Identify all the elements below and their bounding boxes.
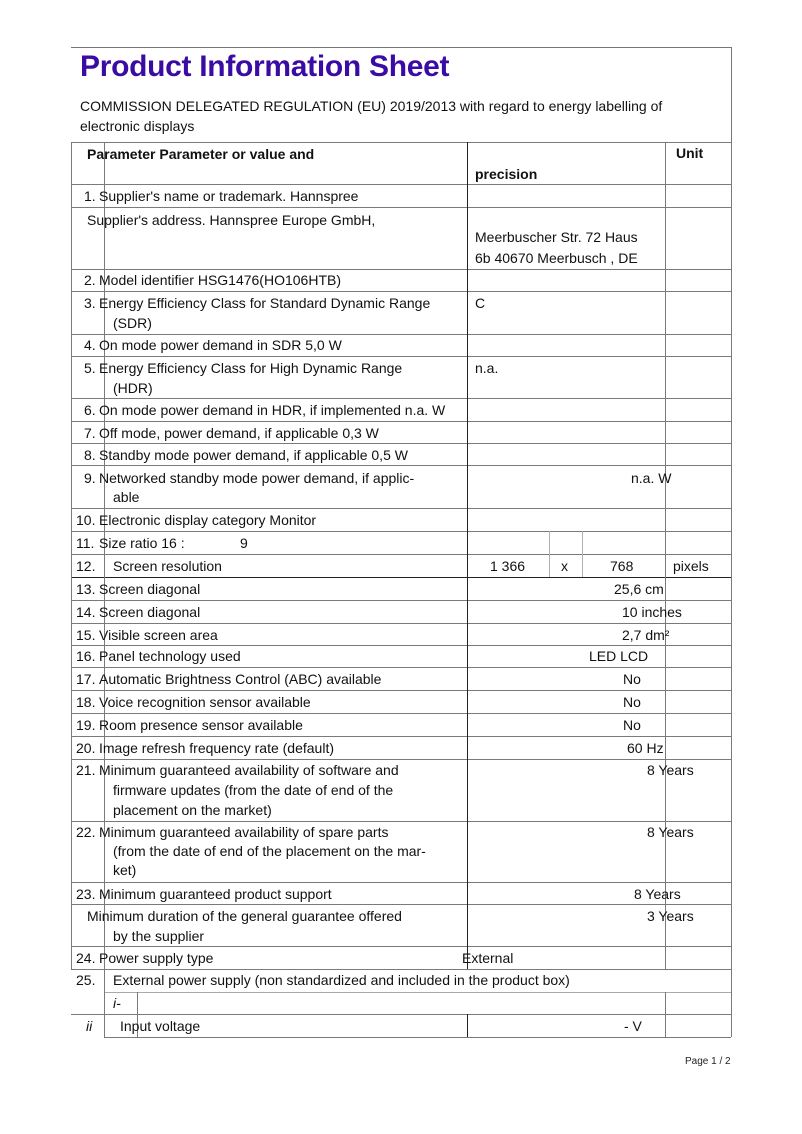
row-label: Networked standby mode power demand, if applic-	[99, 470, 415, 486]
row-number: 23.	[76, 886, 96, 902]
row-number: 19.	[76, 717, 96, 733]
row-label: Panel technology used	[99, 648, 241, 664]
row-value: 6b 40670 Meerbusch , DE	[475, 250, 638, 266]
page-subtitle: COMMISSION DELEGATED REGULATION (EU) 2019/2013 with regard to energy labelling of electronic displays	[80, 98, 663, 134]
row-number: 1.	[84, 188, 96, 204]
row-label: On mode power demand in HDR, if implemented n.a. W	[99, 402, 446, 418]
row-value: 3 Years	[647, 908, 694, 924]
row-number: 13.	[76, 581, 96, 597]
row-label: Minimum guaranteed availability of software and	[99, 762, 399, 778]
row-value: - V	[624, 1018, 642, 1034]
row-label-cont: (HDR)	[113, 380, 153, 396]
row-number: 9.	[84, 470, 96, 486]
row-value: C	[475, 295, 486, 311]
row-sub-label: i-	[113, 995, 121, 1011]
page-number: Page 1 / 2	[685, 1056, 731, 1067]
column-header-unit: Unit	[676, 145, 704, 161]
row-label-cont: placement on the market)	[113, 802, 272, 818]
row-value: n.a. W	[631, 470, 672, 486]
row-label: Supplier's name or trademark. Hannspree	[99, 188, 359, 204]
row-label: Energy Efficiency Class for Standard Dynamic Range	[99, 295, 431, 311]
row-label: Automatic Brightness Control (ABC) available	[99, 671, 382, 687]
row-label: Size ratio 16 :	[99, 535, 185, 551]
resolution-horizontal: 1 366	[490, 558, 526, 574]
row-value: No	[623, 671, 641, 687]
row-label: Supplier's address. Hannspree Europe GmbH,	[87, 212, 376, 228]
row-number: 7.	[84, 425, 96, 441]
row-label: Room presence sensor available	[99, 717, 303, 733]
row-number: 15.	[76, 627, 96, 643]
row-label-cont: by the supplier	[113, 928, 205, 944]
row-value: LED LCD	[589, 648, 649, 664]
resolution-vertical: 768	[610, 558, 634, 574]
row-number: 10.	[76, 512, 96, 528]
row-label: Minimum duration of the general guarantee offered	[87, 908, 402, 924]
row-value: 10 inches	[622, 604, 682, 620]
row-value: n.a.	[475, 360, 499, 376]
column-header-precision: precision	[475, 166, 538, 182]
row-label: Power supply type	[99, 950, 214, 966]
row-label: Visible screen area	[99, 627, 218, 643]
row-label: Electronic display category Monitor	[99, 512, 317, 528]
column-header-parameter: Parameter Parameter or value and	[87, 146, 315, 162]
row-value: 8 Years	[634, 886, 681, 902]
row-number: 18.	[76, 694, 96, 710]
row-number: 11.	[76, 535, 95, 551]
row-label: External power supply (non standardized and included in the product box)	[113, 972, 570, 988]
row-number: 21.	[76, 762, 96, 778]
row-number: 2.	[84, 272, 96, 288]
row-value: No	[623, 694, 641, 710]
row-value: 60 Hz	[627, 740, 664, 756]
row-label: Screen resolution	[113, 558, 222, 574]
row-number: 16.	[76, 648, 96, 664]
row-value: No	[623, 717, 641, 733]
row-label: Input voltage	[120, 1018, 201, 1034]
row-value: External	[462, 950, 514, 966]
row-number: 8.	[84, 447, 96, 463]
row-number: 6.	[84, 402, 96, 418]
row-label: Screen diagonal	[99, 604, 201, 620]
row-label-cont: firmware updates (from the date of end of the	[113, 782, 394, 798]
row-number: 17.	[76, 671, 96, 687]
row-label: Screen diagonal	[99, 581, 201, 597]
row-number: 14.	[76, 604, 96, 620]
row-value: 2,7 dm²	[622, 627, 670, 643]
row-number: 20.	[76, 740, 96, 756]
row-label-cont: able	[113, 489, 140, 505]
row-value: 8 Years	[647, 824, 694, 840]
row-label: Minimum guaranteed product support	[99, 886, 332, 902]
row-label: On mode power demand in SDR 5,0 W	[99, 337, 342, 353]
page-title: Product Information Sheet	[80, 50, 450, 83]
row-value: 8 Years	[647, 762, 694, 778]
row-label: Standby mode power demand, if applicable 0,5 W	[99, 447, 408, 463]
row-unit: pixels	[673, 558, 709, 574]
row-label-cont: (SDR)	[113, 315, 152, 331]
row-value: 9	[240, 535, 248, 551]
row-number: 25.	[76, 972, 96, 988]
row-number: 3.	[84, 295, 96, 311]
row-number: 24.	[76, 950, 96, 966]
row-value: 25,6 cm	[614, 581, 664, 597]
row-label: Energy Efficiency Class for High Dynamic Range	[99, 360, 403, 376]
row-number: 22.	[76, 824, 96, 840]
row-label: Voice recognition sensor available	[99, 694, 311, 710]
row-value: Meerbuscher Str. 72 Haus	[475, 229, 638, 245]
row-number: 5.	[84, 360, 96, 376]
row-label: Minimum guaranteed availability of spare parts	[99, 824, 389, 840]
row-number: 12.	[76, 558, 96, 574]
row-label-cont: ket)	[113, 862, 137, 878]
resolution-separator: x	[561, 558, 568, 574]
row-label: Model identifier HSG1476(HO106HTB)	[99, 272, 341, 288]
row-label-cont: (from the date of end of the placement on the mar-	[113, 843, 426, 859]
row-number: ii	[86, 1018, 93, 1034]
row-label: Off mode, power demand, if applicable 0,3 W	[99, 425, 379, 441]
row-label: Image refresh frequency rate (default)	[99, 740, 335, 756]
row-number: 4.	[84, 337, 96, 353]
